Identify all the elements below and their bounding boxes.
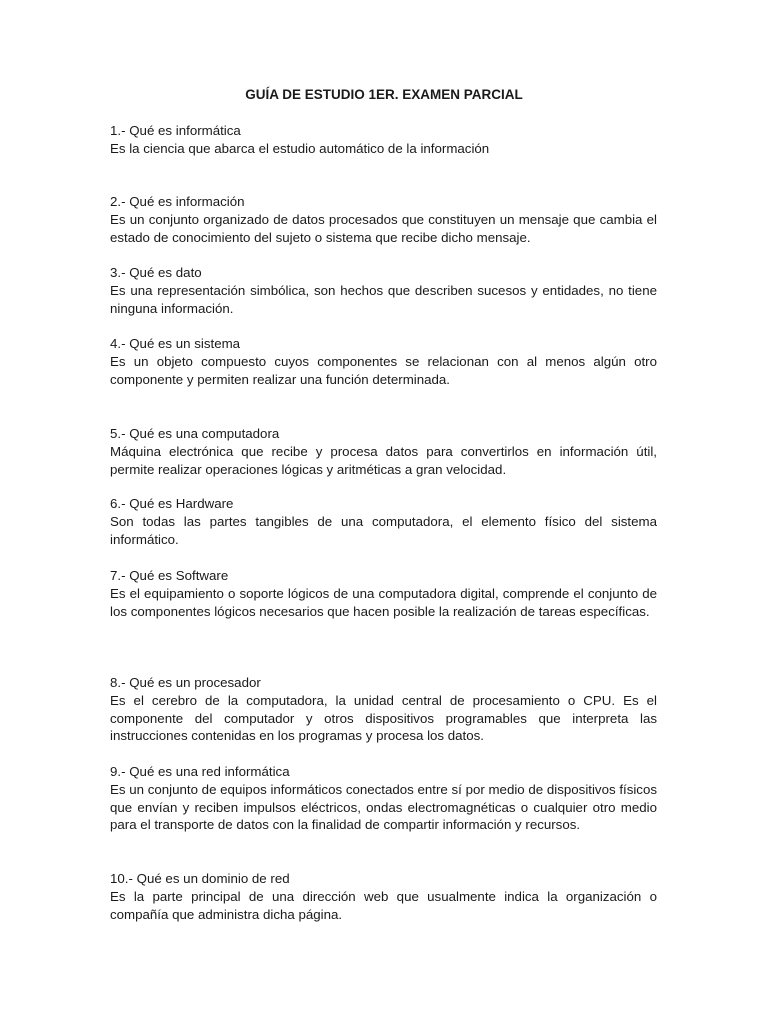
qa-item-2 [110,193,657,246]
answer-5: Máquina electrónica que recibe y procesa datos para convertirlos en información útil, permite realizar operaciones lógicas y aritméticas a gran velocidad. [110,443,657,477]
answer-3: Es una representación simbólica, son hechos que describen sucesos y entidades, no tiene ninguna información. [110,282,657,316]
question-6: 6.- Qué es Hardware [110,496,234,511]
qa-item-6 [110,495,657,548]
qa-item-5 [110,425,657,478]
answer-4: Es un objeto compuesto cuyos componentes se relacionan con al menos algún otro componente y permiten realizar una función determinada. [110,353,657,387]
question-5: 5.- Qué es una computadora [110,426,280,441]
answer-2: Es un conjunto organizado de datos procesados que constituyen un mensaje que cambia el estado de conocimiento del sujeto o sistema que recibe dicho mensaje. [110,211,657,245]
qa-item-9 [110,763,657,834]
qa-item-8 [110,674,657,745]
question-4: 4.- Qué es un sistema [110,336,241,351]
question-10: 10.- Qué es un dominio de red [110,871,290,886]
question-2: 2.- Qué es información [110,194,245,209]
answer-10: Es la parte principal de una dirección web que usualmente indica la organización o compañía que administra dicha página. [110,888,657,922]
qa-item-4 [110,335,657,388]
answer-9: Es un conjunto de equipos informáticos conectados entre sí por medio de dispositivos físicos que envían y reciben impulsos eléctricos, ondas electromagnéticas o cualquier otro medio para el transporte de datos con la finalidad de compartir información y recursos. [110,781,657,833]
qa-item-7 [110,567,657,620]
question-1: 1.- Qué es informática [110,123,241,138]
answer-1: Es la ciencia que abarca el estudio automático de la información [110,140,490,156]
question-3: 3.- Qué es dato [110,265,202,280]
answer-7: Es el equipamiento o soporte lógicos de una computadora digital, comprende el conjunto de los componentes lógicos necesarios que hacen posible la realización de tareas específicas. [110,585,657,619]
qa-item-10 [110,870,657,923]
answer-8: Es el cerebro de la computadora, la unidad central de procesamiento o CPU. Es el componente del computador y otros dispositivos programables que interpreta las instrucciones contenidas en los programas y procesa los datos. [110,692,657,744]
answer-6: Son todas las partes tangibles de una computadora, el elemento físico del sistema informático. [110,513,657,547]
question-8: 8.- Qué es un procesador [110,675,261,690]
qa-item-3 [110,264,657,317]
question-9: 9.- Qué es una red informática [110,764,290,779]
question-7: 7.- Qué es Software [110,568,229,583]
qa-item-1 [110,122,657,158]
document-title: GUÍA DE ESTUDIO 1ER. EXAMEN PARCIAL [245,87,523,102]
